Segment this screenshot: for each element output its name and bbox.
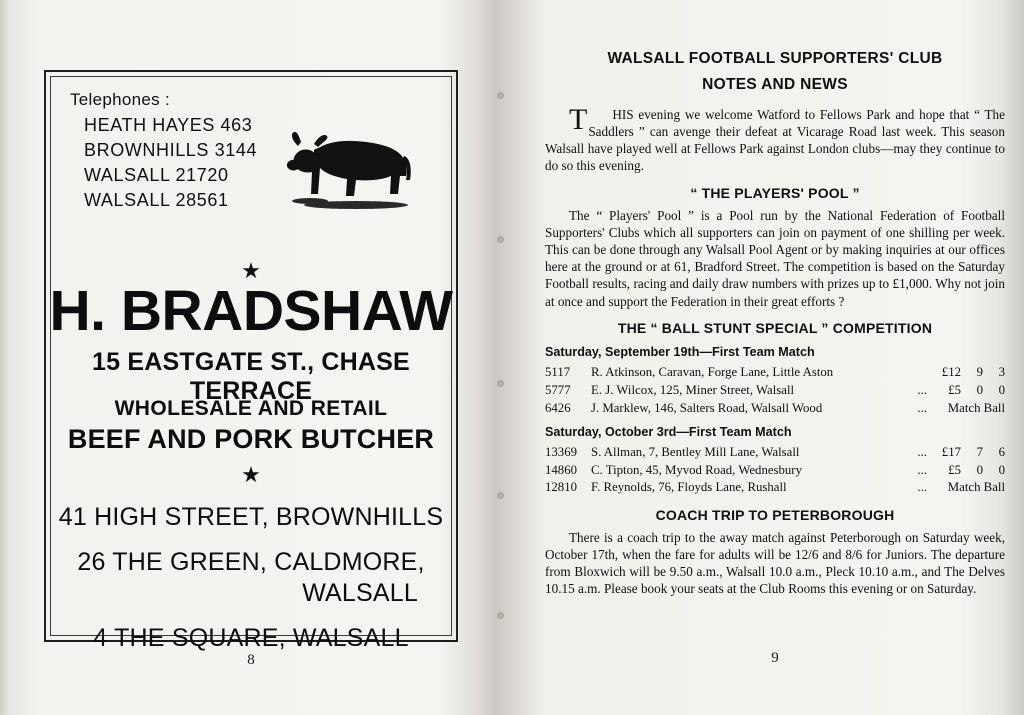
table-row (545, 363, 1005, 381)
telephone-number: WALSALL 21720 (84, 165, 229, 185)
telephone-number: BROWNHILLS 3144 (84, 140, 258, 160)
branch-list (46, 487, 456, 669)
branch-item (46, 548, 456, 608)
leader-dots: ... (917, 444, 927, 459)
winner-name: R. Atkinson, Caravan, Forge Lane, Little Aston (591, 364, 834, 379)
players-pool-paragraph: The “ Players' Pool ” is a Pool run by the National Federation of Football Supporters' Clubs which all supporters can join on payment of one shilling per week. This can be done through any Walsall Pool Agent or by making inquiries at our offices here at the ground or at 61, Bradford Street. The competition is based on the Saturday Football results, racing and daily draw numbers with prizes up to £1,000. Why not join at once and support the Federation in their great efforts ? (545, 207, 1005, 309)
prize-shillings: 0 (976, 462, 983, 477)
leader-dots: ... (917, 462, 927, 477)
stitch-hole (497, 380, 504, 387)
table-row (545, 381, 1005, 399)
prize-pence: 6 (998, 444, 1005, 459)
star-divider-top: ★ (241, 258, 261, 283)
page-title: WALSALL FOOTBALL SUPPORTERS' CLUB (607, 50, 943, 67)
intro-text: HIS evening we welcome Watford to Fellows Park and hope that “ The Saddlers ” can avenge their defeat at Vicarage Road last week. This season Walsall have played well at Fellows Park against London clubs—may they continue to do so this evening. (545, 107, 1005, 174)
stitch-hole (497, 92, 504, 99)
ball-stunt-heading: THE “ BALL STUNT SPECIAL ” COMPETITION (617, 319, 933, 336)
leader-dots: ... (917, 480, 927, 495)
stitch-hole (497, 236, 504, 243)
table-row (545, 479, 1005, 497)
head-office-address: 15 EASTGATE ST., CHASE TERRACE (92, 348, 410, 405)
prize-pounds: £5 (948, 382, 961, 397)
prize-label: Match Ball (947, 480, 1005, 495)
results-table (545, 443, 1005, 496)
stitch-hole (497, 492, 504, 499)
intro-paragraph (545, 103, 1005, 175)
table-row (545, 443, 1005, 461)
prize-pence: 3 (998, 364, 1005, 379)
bull-illustration (284, 106, 434, 216)
drop-cap: T (569, 103, 588, 136)
competition-date-heading: Saturday, October 3rd—First Team Match (545, 424, 792, 439)
branch-item (46, 624, 456, 653)
coach-trip-heading: COACH TRIP TO PETERBOROUGH (655, 506, 895, 523)
branch-address: 41 HIGH STREET, BROWNHILLS (58, 503, 444, 531)
leader-dots: ... (917, 382, 927, 397)
advertisement-box (44, 70, 458, 652)
left-page (22, 8, 492, 708)
prize-shillings: 0 (976, 382, 983, 397)
ticket-number: 5117 (545, 364, 571, 379)
telephone-number: WALSALL 28561 (84, 190, 229, 210)
ticket-number: 5777 (545, 382, 571, 397)
prize-pence: 0 (998, 382, 1005, 397)
business-name: H. BRADSHAW (49, 279, 453, 343)
leader-dots (914, 363, 927, 381)
prize-pounds: £12 (941, 364, 961, 379)
prize-pounds: £17 (941, 444, 961, 459)
winner-name: J. Marklew, 146, Salters Road, Walsall Wood (591, 400, 823, 415)
winner-name: S. Allman, 7, Bentley Mill Lane, Walsall (591, 444, 800, 459)
prize-shillings: 7 (976, 444, 983, 459)
telephones-label: Telephones : (70, 90, 171, 109)
prize-shillings: 9 (976, 364, 983, 379)
branch-address-town: WALSALL (302, 579, 418, 607)
coach-trip-paragraph: There is a coach trip to the away match against Peterborough on Saturday week, October 17th, when the fare for adults will be 12/6 and 8/6 for Juniors. The departure from Bloxwich will be 9.50 a.m., Walsall 10.0 a.m., Pleck 10.10 a.m., and The Delves 10.15 a.m. Please book your seats at the Club Rooms this evening or on Saturday. (545, 529, 1005, 597)
page-number-right: 9 (771, 650, 779, 666)
page-number-left: 8 (247, 652, 255, 668)
page-subtitle: NOTES AND NEWS (702, 76, 848, 93)
prize-pounds: £5 (948, 462, 961, 477)
branch-item (46, 503, 456, 532)
winner-name: C. Tipton, 45, Myvod Road, Wednesbury (591, 462, 802, 477)
prize-pence: 0 (998, 462, 1005, 477)
telephone-number: HEATH HAYES 463 (84, 115, 253, 135)
winner-name: E. J. Wilcox, 125, Miner Street, Walsall (591, 382, 795, 397)
telephone-block (70, 90, 257, 215)
star-divider-bottom: ★ (241, 462, 261, 487)
ticket-number: 13369 (545, 444, 577, 459)
players-pool-heading: “ THE PLAYERS' POOL ” (690, 184, 860, 201)
ticket-number: 12810 (545, 480, 577, 495)
stitch-hole (497, 612, 504, 619)
branch-address: 26 THE GREEN, CALDMORE, (77, 548, 425, 576)
trade-line-2: BEEF AND PORK BUTCHER (67, 424, 435, 454)
table-row (545, 399, 1005, 417)
branch-address: 4 THE SQUARE, WALSALL (93, 624, 409, 652)
table-row (545, 461, 1005, 479)
ticket-number: 6426 (545, 400, 571, 415)
article-body (545, 103, 1005, 597)
right-page (545, 8, 1005, 708)
results-table (545, 363, 1005, 416)
competition-date-heading: Saturday, September 19th—First Team Match (545, 344, 815, 359)
leader-dots: ... (917, 400, 927, 415)
prize-label: Match Ball (947, 400, 1005, 415)
trade-line-1: WHOLESALE AND RETAIL (114, 397, 388, 420)
winner-name: F. Reynolds, 76, Floyds Lane, Rushall (591, 480, 787, 495)
ticket-number: 14860 (545, 462, 577, 477)
